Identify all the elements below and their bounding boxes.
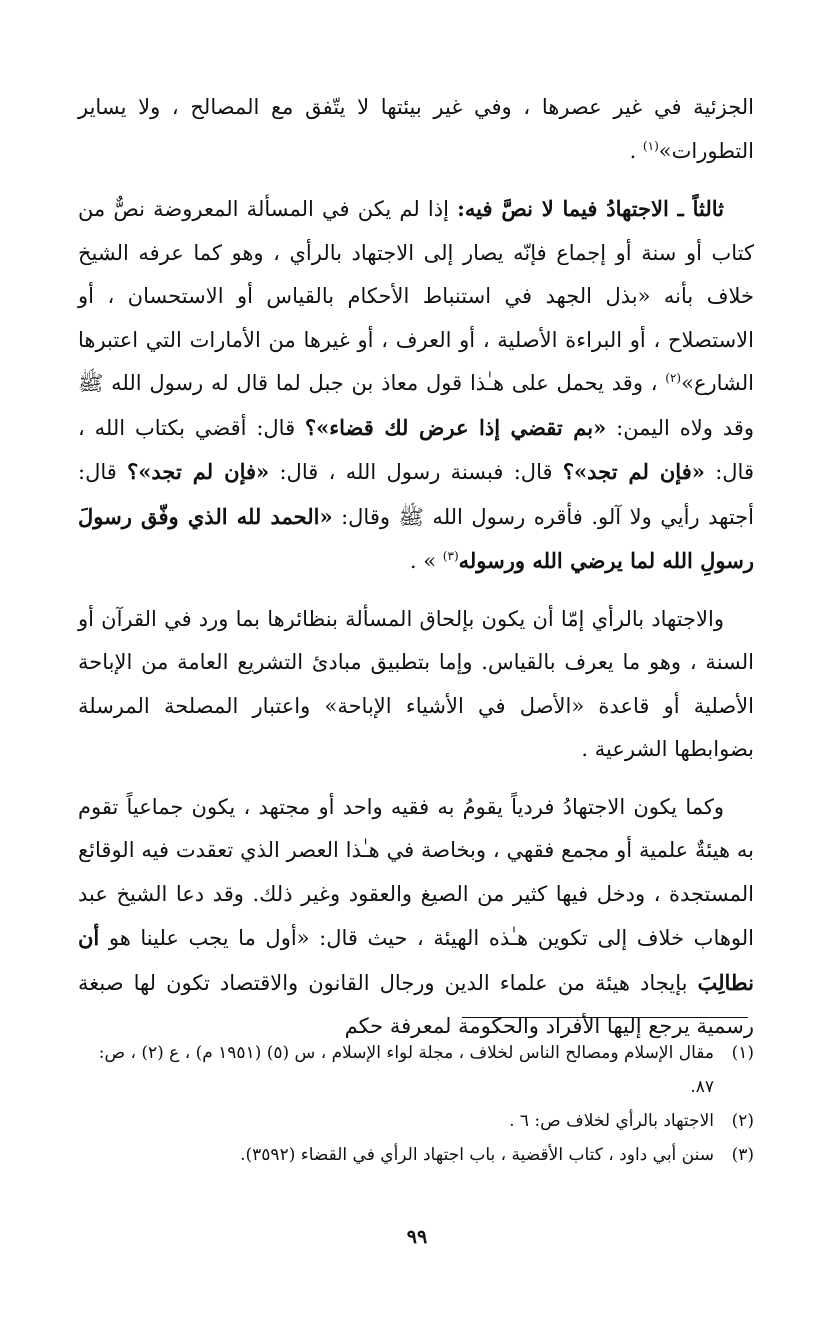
hadith-quote-3: «فإن لم تجد»؟ <box>127 459 270 484</box>
p4-bold: أن نطالِبَ <box>78 925 754 995</box>
p2-text-4: قال: فبسنة رسول الله ، قال: <box>269 460 563 484</box>
p4-text-1: وكما يكون الاجتهادُ فردياً يقومُ به فقيه واحد أو مجتهد ، يكون جماعياً تقوم به هيئةٌ علمية أو مجمع فقهي ، وبخاصة في هـٰذا العصر الذي تعقدت فيه الوقائع المستجدة ، ودخل فيها كثير من الصيغ والعقود وغير ذلك. وقد دعا الشيخ عبد الوهاب خلاف إلى تكوين هـٰذه الهيئة ، حيث قال: «أول ما يجب علينا هو <box>78 794 754 950</box>
footnote-text: سنن أبي داود ، كتاب الأقضية ، باب اجتهاد الرأي في القضاء (٣٥٩٢). <box>240 1145 714 1165</box>
footnote-1 <box>78 1036 754 1104</box>
p2-text-3: قال: أقضي بكتاب الله ، قال: <box>78 415 754 484</box>
p1-text: الجزئية في غير عصرها ، وفي غير بيئتها لا يتّفق مع المصالح ، ولا يساير التطورات» <box>78 95 754 163</box>
footnote-3 <box>78 1138 754 1172</box>
p2-text-2: ، وقد يحمل على هـٰذا قول معاذ بن جبل لما قال له رسول الله ﷺ وقد ولاه اليمن: <box>78 371 754 440</box>
footnote-number: (١) <box>731 1043 754 1063</box>
hadith-quote-1: «بم تقضي إذا عرض لك قضاء»؟ <box>305 414 607 440</box>
footnote-ref-2[interactable]: (٢) <box>665 371 682 385</box>
footnote-separator <box>462 1017 748 1018</box>
footnotes <box>78 1036 754 1172</box>
paragraph-4 <box>78 786 754 1049</box>
p1-end: . <box>629 138 643 163</box>
section-heading: ثالثاً ـ الاجتهادُ فيما لا نصَّ فيه: <box>457 196 724 221</box>
footnote-ref-1[interactable]: (١) <box>642 138 659 153</box>
footnote-2 <box>78 1104 754 1138</box>
page-number: ٩٩ <box>406 1226 428 1248</box>
p2-text-5: قال: أجتهد رأيي ولا آلو. فأقره رسول الله ﷺ وقال: <box>78 460 754 529</box>
paragraph-1 <box>78 86 754 173</box>
footnote-text: مقال الإسلام ومصالح الناس لخلاف ، مجلة لواء الإسلام ، س (٥) (١٩٥١ م) ، ع (٢) ، ص: ٨٧. <box>98 1043 714 1097</box>
p2-text-1: إذا لم يكن في المسألة المعروضة نصٌّ من كتاب أو سنة أو إجماع فإنّه يصار إلى الاجتهاد بالرأي ، وهو كما عرفه الشيخ خلاف بأنه «بذل الجهد في استنباط الأحكام بالقياس أو الاستحسان ، أو الاستصلاح ، أو البراءة الأصلية ، أو العرف ، أو غيرها من الأمارات التي اعتبرها الشارع» <box>78 197 754 395</box>
footnote-text: الاجتهاد بالرأي لخلاف ص: ٦ . <box>509 1111 714 1131</box>
paragraph-3: والاجتهاد بالرأي إمّا أن يكون بإلحاق المسألة بنظائرها بما ورد في القرآن أو السنة ، وهو ما يعرف بالقياس. وإما بتطبيق مبادئ التشريع العامة من الإباحة الأصلية أو قاعدة «الأصل في الأشياء الإباحة» واعتبار المصلحة المرسلة بضوابطها الشرعية . <box>78 606 754 761</box>
main-text <box>78 86 754 1049</box>
hadith-quote-2: «فإن لم تجد»؟ <box>562 459 705 484</box>
footnote-number: (٢) <box>731 1111 754 1131</box>
p4-text-2: بإيجاد هيئة من علماء الدين ورجال القانون والاقتصاد تكون لها صبغة رسمية يرجع إليها الأفراد والحكومة لمعرفة حكم <box>78 970 754 1038</box>
footnote-ref-3[interactable]: (٣) <box>442 549 459 563</box>
paragraph-2 <box>78 187 754 584</box>
p2-end: » . <box>409 549 443 573</box>
hadith-quote-4: «الحمد لله الذي وفّق رسولَ رسولِ الله لما يرضي الله ورسوله <box>78 503 754 573</box>
footnote-number: (٣) <box>731 1145 754 1165</box>
